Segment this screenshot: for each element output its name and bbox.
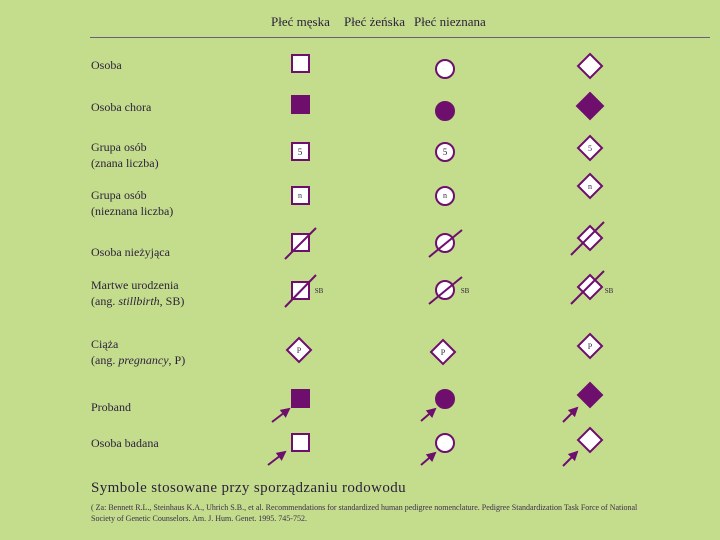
stillbirth-male-mark: SB	[314, 287, 324, 295]
affected-female-symbol	[436, 102, 454, 120]
group-unknown-male-count: n	[298, 191, 302, 200]
deceased-unknown-symbol	[578, 226, 602, 250]
label-group-known: Grupa osób (znana liczba)	[91, 140, 159, 170]
examined-unknown-arrow	[563, 452, 577, 466]
label-deceased: Osoba nieżyjąca	[91, 245, 170, 259]
pregnancy-female-mark: P	[440, 348, 446, 357]
examined-male-arrow	[268, 452, 285, 465]
group-unknown-female-count: n	[443, 191, 447, 200]
affected-male-symbol	[292, 96, 309, 113]
proband-unknown-arrow	[563, 408, 577, 422]
group-known-unknown-count: 5	[588, 144, 592, 153]
stillbirth-unknown-symbol	[578, 275, 602, 299]
deceased-male-slash	[285, 228, 316, 259]
pregnancy-unknown-mark: P	[587, 342, 593, 351]
label-affected: Osoba chora	[91, 100, 152, 114]
label-proband: Proband	[91, 400, 131, 414]
header-female: Płeć żeńska	[344, 14, 406, 29]
examined-unknown-symbol	[578, 428, 602, 452]
label-group-unknown: Grupa osób (nieznana liczba)	[91, 188, 174, 218]
examined-female-arrow	[421, 453, 435, 465]
group-known-female-count: 5	[442, 147, 448, 157]
unknown-sex-symbol	[578, 54, 602, 78]
male-symbol	[292, 55, 309, 72]
group-unknown-unknown-count: n	[588, 182, 592, 191]
stillbirth-unknown-mark: SB	[604, 287, 614, 295]
label-stillbirth: Martwe urodzenia (ang. stillbirth, SB)	[91, 278, 185, 308]
label-person: Osoba	[91, 58, 122, 72]
proband-female-arrow	[421, 409, 435, 421]
proband-unknown-symbol	[578, 383, 602, 407]
figure-title: Symbole stosowane przy sporządzaniu rodowodu	[91, 480, 407, 496]
header-unknown: Płeć nieznana	[414, 14, 486, 29]
pregnancy-male-mark: P	[296, 346, 302, 355]
label-pregnancy: Ciąża (ang. pregnancy, P)	[91, 337, 186, 367]
proband-male-symbol	[292, 390, 309, 407]
stillbirth-female-mark: SB	[460, 287, 470, 295]
proband-male-arrow	[272, 409, 289, 422]
label-examined: Osoba badana	[91, 436, 159, 450]
examined-male-symbol	[292, 434, 309, 451]
female-symbol	[436, 60, 454, 78]
stillbirth-male-slash	[285, 275, 316, 307]
citation: ( Za: Bennett R.L., Steinhaus K.A., Uhrich S.B., et al. Recommendations for standardized human pedigree nomenclature. Pedigree Standardization Task Force of National Society of Genetic Counselors. Am. J. Hum. Genet. 1995. 745-752.	[91, 503, 638, 523]
proband-female-symbol	[436, 390, 454, 408]
affected-unknown-symbol	[577, 93, 603, 119]
header-male: Płeć męska	[271, 14, 330, 29]
examined-female-symbol	[436, 434, 454, 452]
group-known-male-count: 5	[297, 147, 303, 157]
